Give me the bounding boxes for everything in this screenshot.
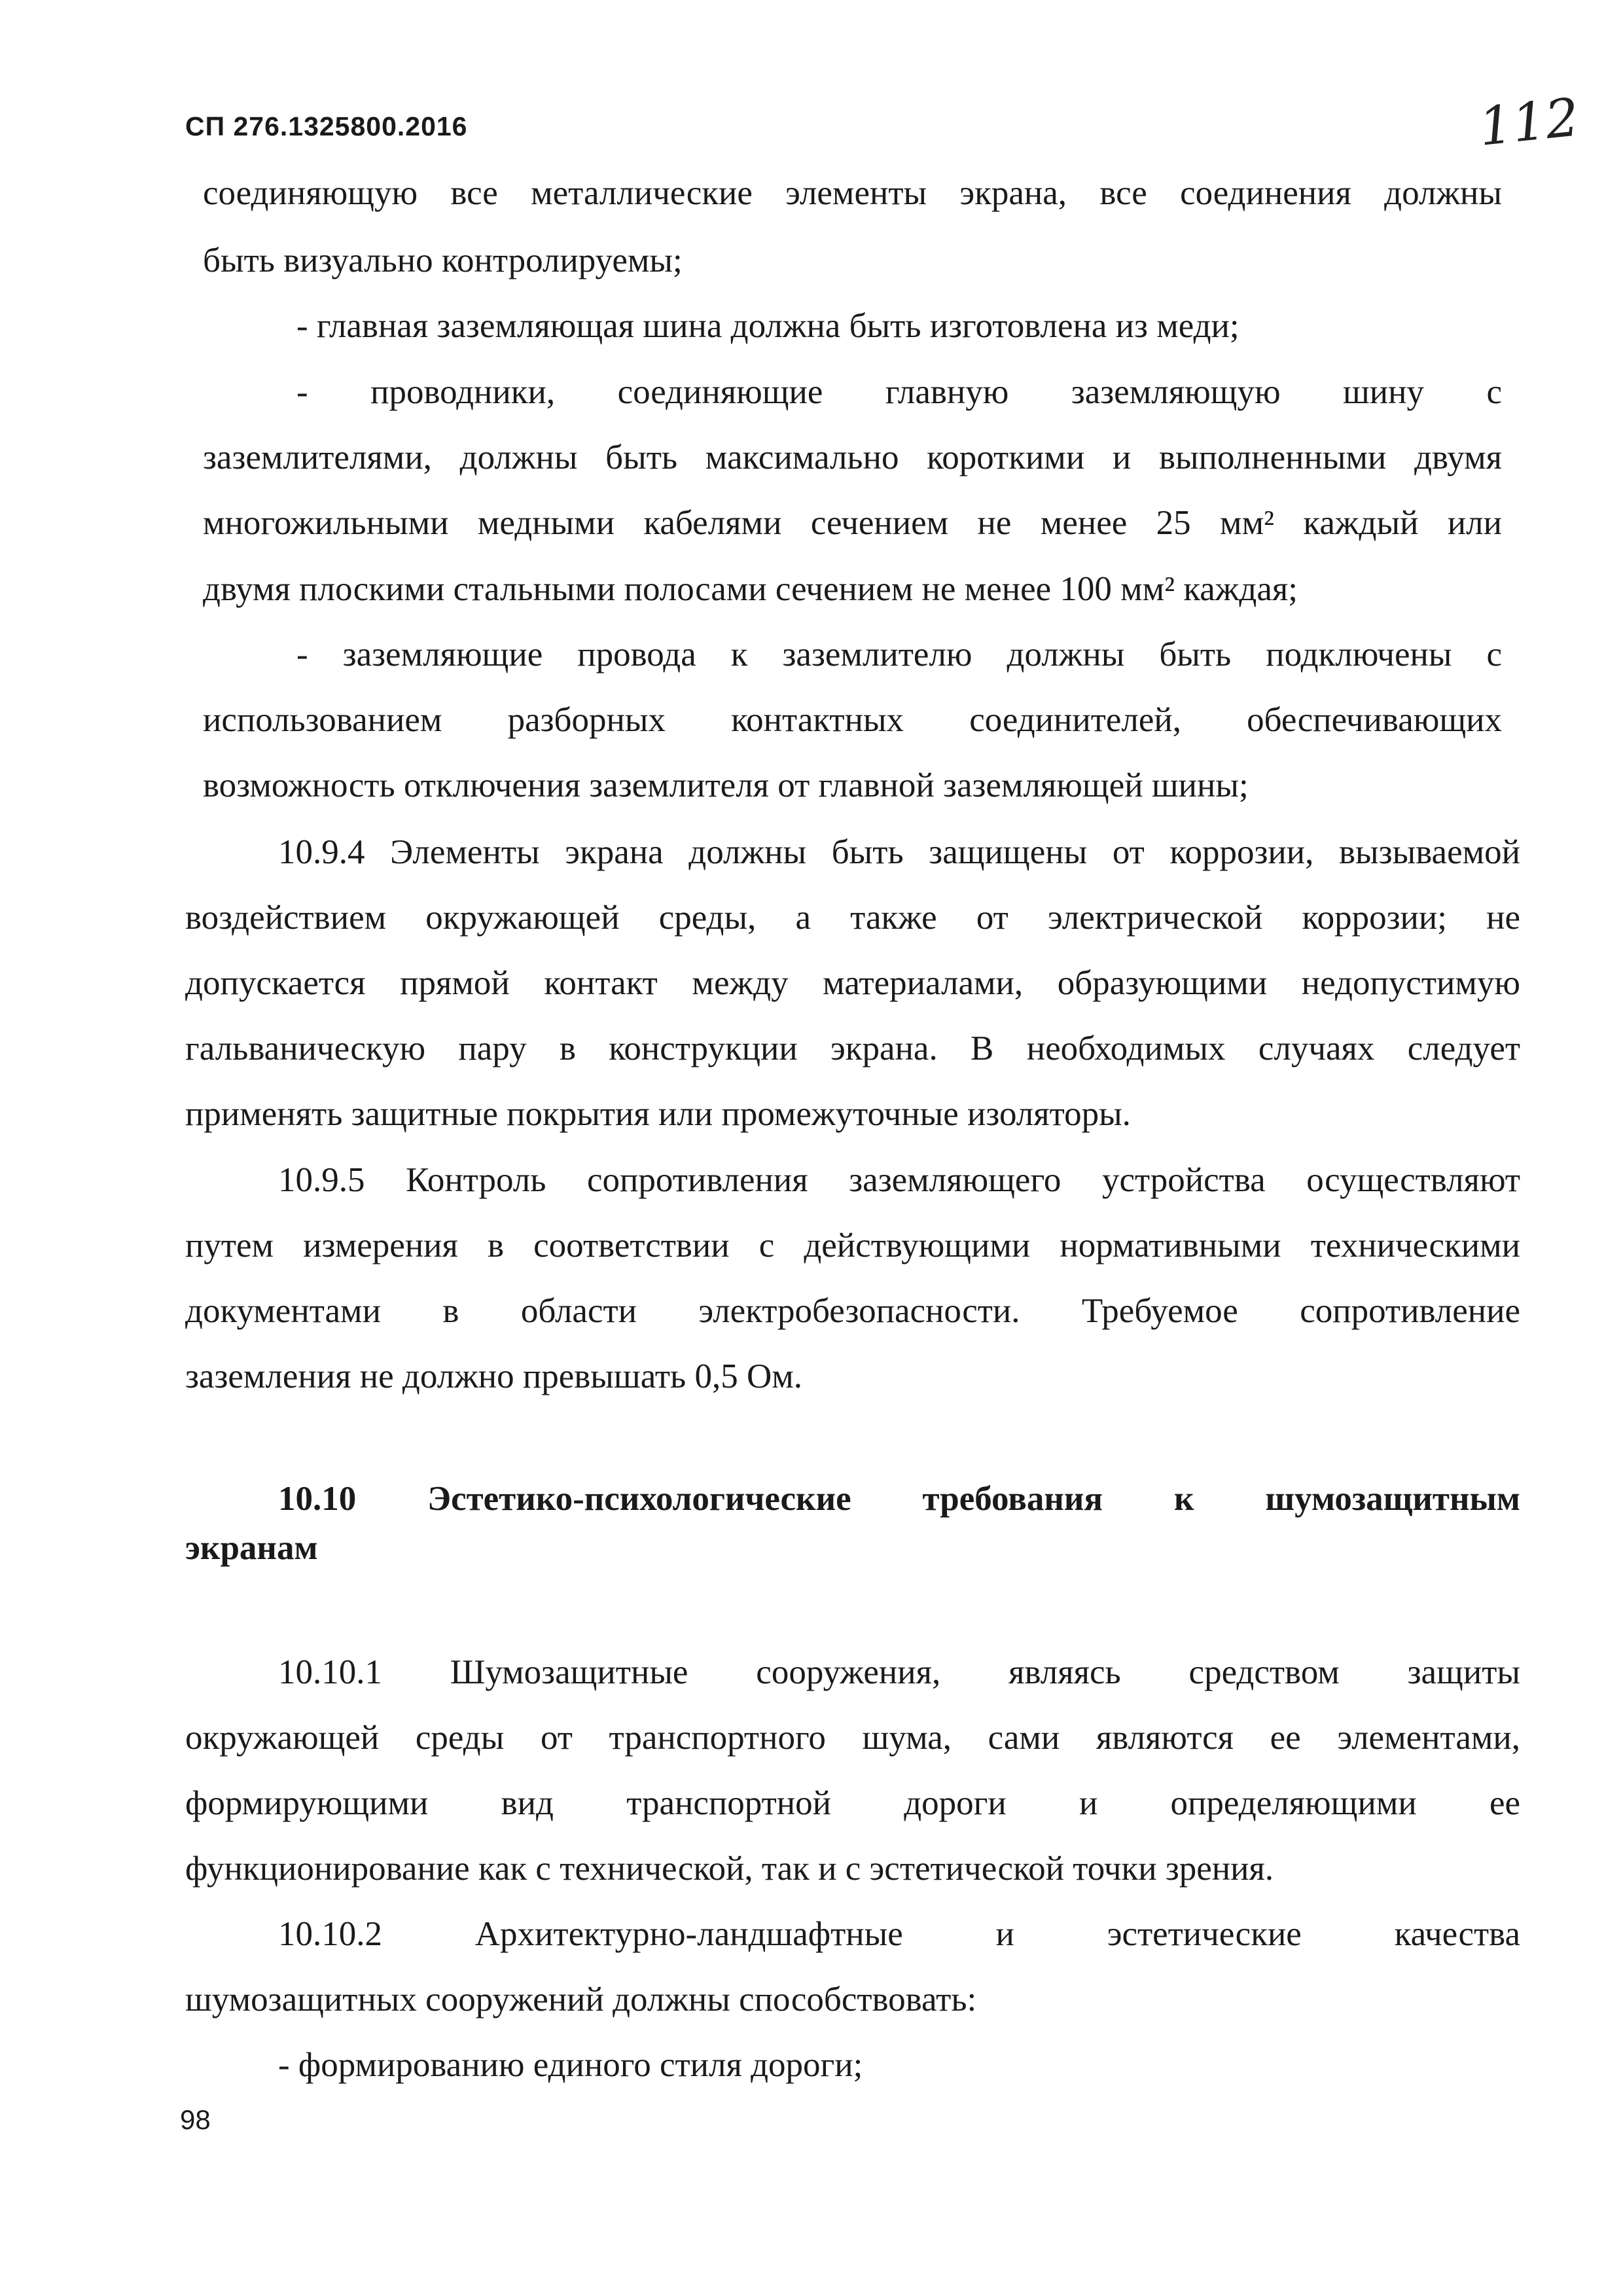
text-line: соединяющую все металлические элементы экрана, все соединения должны [203, 174, 1502, 212]
text-line: возможность отключения заземлителя от главной заземляющей шины; [203, 766, 1249, 804]
text-line: применять защитные покрытия или промежуточные изоляторы. [185, 1095, 1131, 1133]
text-line: двумя плоскими стальными полосами сечением не менее 100 мм² каждая; [203, 570, 1298, 608]
list-item: - формированию единого стиля дороги; [278, 2046, 863, 2084]
list-item: - главная заземляющая шина должна быть изготовлена из меди; [296, 307, 1240, 345]
text-line: заземлителями, должны быть максимально короткими и выполненными двумя [203, 439, 1502, 476]
paragraph-10-9-4: 10.9.4 Элементы экрана должны быть защищены от коррозии, вызываемой [278, 833, 1520, 871]
text-line: воздействием окружающей среды, а также от электрической коррозии; не [185, 899, 1520, 937]
text-line: шумозащитных сооружений должны способствовать: [185, 1981, 977, 2018]
text-line: формирующими вид транспортной дороги и определяющими ее [185, 1784, 1520, 1822]
text-line: использованием разборных контактных соединителей, обеспечивающих [203, 701, 1502, 739]
text-line: многожильными медными кабелями сечением не менее 25 мм² каждый или [203, 504, 1502, 542]
text-line: документами в области электробезопасности. Требуемое сопротивление [185, 1292, 1520, 1330]
list-item: - проводники, соединяющие главную заземляющую шину с [296, 373, 1502, 411]
handwritten-sheet-number: 112 [1476, 86, 1582, 158]
document-code: СП 276.1325800.2016 [185, 111, 468, 141]
section-heading-cont: экранам [185, 1529, 318, 1567]
text-line: допускается прямой контакт между материалами, образующими недопустимую [185, 964, 1520, 1002]
paragraph-10-9-5: 10.9.5 Контроль сопротивления заземляющего устройства осуществляют [278, 1161, 1520, 1199]
text-line: заземления не должно превышать 0,5 Ом. [185, 1357, 803, 1395]
paragraph-10-10-1: 10.10.1 Шумозащитные сооружения, являясь средством защиты [278, 1653, 1520, 1691]
text-line: окружающей среды от транспортного шума, сами являются ее элементами, [185, 1719, 1520, 1757]
list-item: - заземляющие провода к заземлителю должны быть подключены с [296, 636, 1502, 673]
paragraph-10-10-2: 10.10.2 Архитектурно-ландшафтные и эстетические качества [278, 1915, 1520, 1953]
text-line: быть визуально контролируемы; [203, 242, 683, 279]
text-line: гальваническую пару в конструкции экрана. В необходимых случаях следует [185, 1030, 1520, 1067]
page-number: 98 [180, 2104, 211, 2135]
text-line: функционирование как с технической, так и с эстетической точки зрения. [185, 1850, 1274, 1888]
text-line: путем измерения в соответствии с действующими нормативными техническими [185, 1227, 1520, 1265]
section-heading: 10.10 Эстетико-психологические требования к шумозащитным [278, 1480, 1520, 1518]
